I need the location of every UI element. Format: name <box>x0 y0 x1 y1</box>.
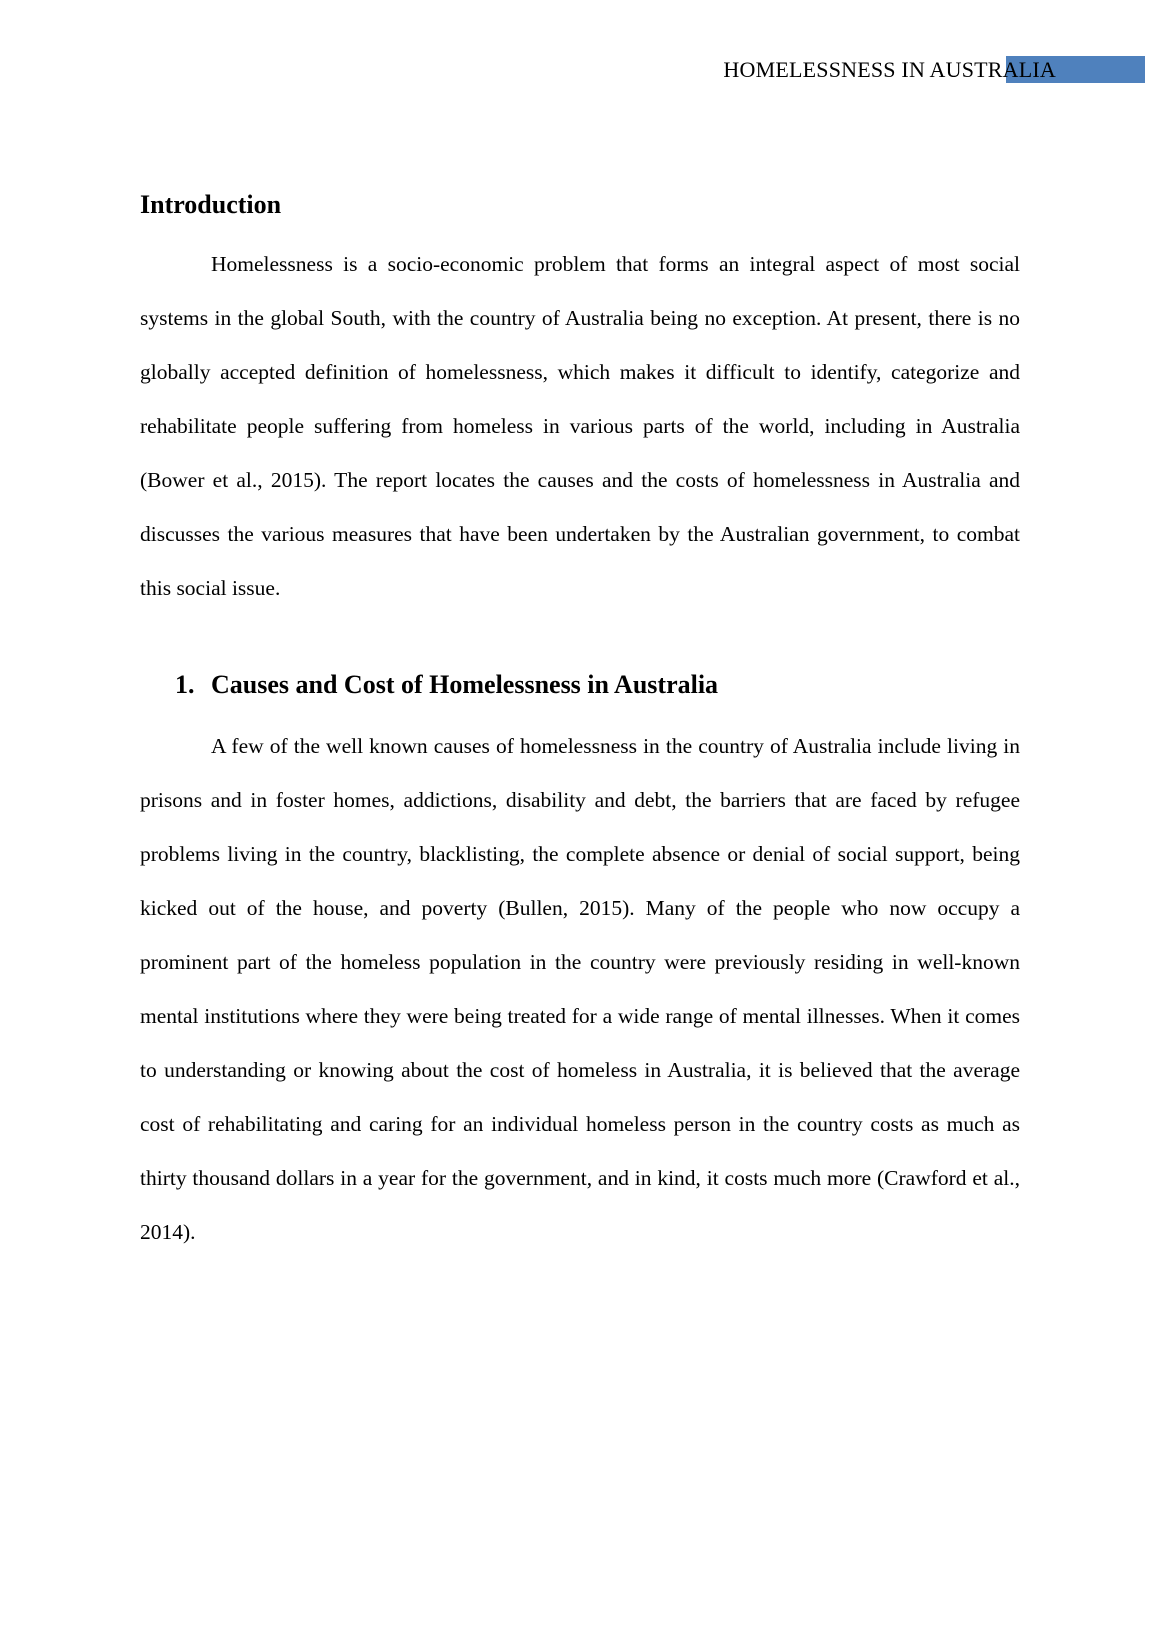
section-1-number: 1. <box>175 670 195 699</box>
running-head-title: HOMELESSNESS IN AUSTRALIA <box>723 57 1056 82</box>
introduction-heading: Introduction <box>140 190 282 219</box>
running-head <box>723 56 1056 83</box>
section-1-paragraph: A few of the well known causes of homelessness in the country of Australia include living in prisons and in foster homes, addictions, disability and debt, the barriers that are faced by refugee problems living in the country, blacklisting, the complete absence or denial of social support, being kicked out of the house, and poverty (Bullen, 2015). Many of the people who now occupy a prominent part of the homeless population in the country were previously residing in well-known mental institutions where they were being treated for a wide range of mental illnesses. When it comes to understanding or knowing about the cost of homeless in Australia, it is believed that the average cost of rehabilitating and caring for an individual homeless person in the country costs as much as thirty thousand dollars in a year for the government, and in kind, it costs much more (Crawford et al., 2014). <box>140 734 1020 1244</box>
section-1-heading <box>175 663 1020 707</box>
document-body <box>140 183 1020 1259</box>
section-1-title: Causes and Cost of Homelessness in Australia <box>211 670 719 699</box>
introduction-paragraph: Homelessness is a socio-economic problem that forms an integral aspect of most social systems in the global South, with the country of Australia being no exception. At present, there is no globally accepted definition of homelessness, which makes it difficult to identify, categorize and rehabilitate people suffering from homeless in various parts of the world, including in Australia (Bower et al., 2015). The report locates the causes and the costs of homelessness in Australia and discusses the various measures that have been undertaken by the Australian government, to combat this social issue. <box>140 252 1020 600</box>
